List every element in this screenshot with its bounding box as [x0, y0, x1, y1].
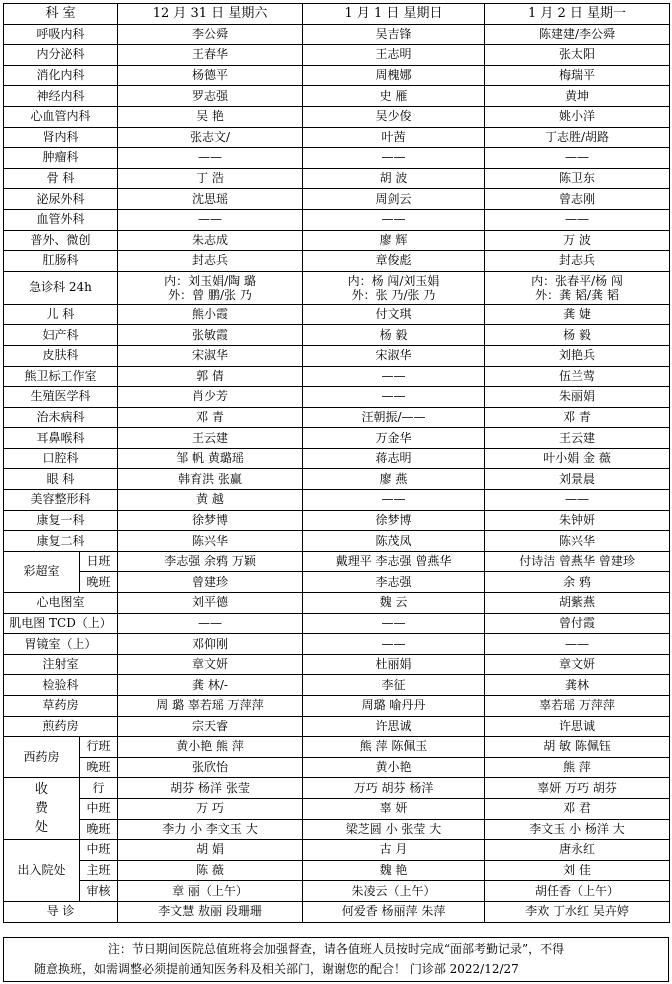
duty-day1: 朱志成 [118, 230, 303, 251]
duty-day1: —— [118, 148, 303, 169]
footer-note-line1: 注：节日期间医院总值班将会加强督查，请各值班人员按时完成“面部考勤记录”，不得 [107, 942, 565, 956]
duty-day3: 曾志刚 [485, 189, 670, 210]
dept-row [4, 387, 670, 408]
duty-day2: 徐梦博 [303, 510, 485, 531]
dept-row [4, 469, 670, 490]
ultrasound-dept: 彩超室 [4, 551, 80, 592]
duty-day1: —— [118, 613, 303, 634]
dept-row [4, 106, 670, 127]
admission-b-d2: 魏 艳 [303, 860, 485, 881]
duty-day2: 周剑云 [303, 189, 485, 210]
emergency-day3-internal: 内：张春平/杨 闯 [531, 273, 623, 288]
duty-day1: 黄 越 [118, 490, 303, 511]
duty-day3: 杨 毅 [485, 325, 670, 346]
duty-day1: 宗天睿 [118, 716, 303, 737]
guide-d3: 李欢 丁水红 吴卉婷 [485, 901, 670, 922]
emergency-day2-internal: 内：杨 闯/刘玉娟 [347, 273, 440, 288]
cashier-a-d2: 万巧 胡芬 杨洋 [303, 778, 485, 799]
dept-row [4, 510, 670, 531]
cashier-c-shift: 晚班 [80, 819, 118, 840]
duty-day2: 许思诚 [303, 716, 485, 737]
dept-name: 皮肤科 [4, 345, 118, 366]
admission-a-row [4, 840, 670, 861]
dept-name: 眼 科 [4, 469, 118, 490]
pharmacy-b-d2: 黄小艳 [303, 757, 485, 778]
dept-row [4, 168, 670, 189]
duty-day2: 陈茂凤 [303, 531, 485, 552]
duty-day1: 丁 浩 [118, 168, 303, 189]
duty-day2: 胡 波 [303, 168, 485, 189]
admission-b-shift: 主班 [80, 860, 118, 881]
dept-name: 生殖医学科 [4, 387, 118, 408]
duty-day1: 罗志强 [118, 86, 303, 107]
duty-day1: 张敏霞 [118, 325, 303, 346]
cashier-a-d1: 胡芬 杨洋 张莹 [118, 778, 303, 799]
cashier-dept [4, 778, 80, 840]
ultrasound-day-d3: 付诗洁 曾燕华 曾建珍 [485, 551, 670, 572]
dept-name: 消化内科 [4, 65, 118, 86]
dept-name: 草药房 [4, 696, 118, 717]
duty-day1: 郭 倩 [118, 366, 303, 387]
dept-name: 心血管内科 [4, 106, 118, 127]
duty-day1: 宋淑华 [118, 345, 303, 366]
duty-day1: 邓仰刚 [118, 634, 303, 655]
duty-day2: 史 雁 [303, 86, 485, 107]
dept-row [4, 230, 670, 251]
duty-day2: 周槐娜 [303, 65, 485, 86]
dept-name: 神经内科 [4, 86, 118, 107]
dept-name: 肿瘤科 [4, 148, 118, 169]
duty-day3: 曾付霞 [485, 613, 670, 634]
dept-row [4, 407, 670, 428]
duty-day3: —— [485, 490, 670, 511]
dept-row [4, 127, 670, 148]
ultrasound-night-shift: 晚班 [80, 572, 118, 593]
dept-row [4, 696, 670, 717]
dept-rows-group-c [4, 593, 670, 737]
emergency-row [4, 271, 670, 304]
cashier-a-shift: 行 [80, 778, 118, 799]
dept-name: 注射室 [4, 654, 118, 675]
dept-name: 胃镜室（上） [4, 634, 118, 655]
ultrasound-night-d3: 余 鸦 [485, 572, 670, 593]
emergency-dept: 急诊科 24h [4, 271, 118, 304]
emergency-day1-external: 外：曾 鹏/张 乃 [168, 287, 252, 302]
duty-day3: —— [485, 634, 670, 655]
duty-day3: 封志兵 [485, 251, 670, 272]
dept-name: 煎药房 [4, 716, 118, 737]
ultrasound-day-d1: 李志强 余鸦 万颖 [118, 551, 303, 572]
admission-c-d3: 胡任香（上午） [485, 881, 670, 902]
duty-day1: 邹 帆 黄璐瑶 [118, 448, 303, 469]
duty-day2: 周璐 喻丹丹 [303, 696, 485, 717]
duty-day1: 章文妍 [118, 654, 303, 675]
dept-name: 呼吸内科 [4, 24, 118, 45]
admission-b-d1: 陈 薇 [118, 860, 303, 881]
cashier-c-d3: 李文玉 小 杨洋 大 [485, 819, 670, 840]
duty-day2: 蒋志明 [303, 448, 485, 469]
duty-day3: 许思诚 [485, 716, 670, 737]
duty-day1: 张志文/ [118, 127, 303, 148]
cashier-a-row [4, 778, 670, 799]
pharmacy-b-shift: 晚班 [80, 757, 118, 778]
duty-day1: 邓 青 [118, 407, 303, 428]
dept-name: 肛肠科 [4, 251, 118, 272]
dept-name: 治未病科 [4, 407, 118, 428]
duty-day1: 吴 艳 [118, 106, 303, 127]
duty-day2: 叶茜 [303, 127, 485, 148]
dept-row [4, 189, 670, 210]
ultrasound-night-row [4, 572, 670, 593]
cashier-c-row [4, 819, 670, 840]
cashier-dept-label: 收费处 [34, 782, 48, 836]
emergency-day1 [118, 271, 303, 304]
dept-name: 肾内科 [4, 127, 118, 148]
header-day3: 1 月 2 日 星期一 [485, 4, 670, 25]
dept-name: 检验科 [4, 675, 118, 696]
pharmacy-dept: 西药房 [4, 737, 80, 778]
admission-b-row [4, 860, 670, 881]
duty-day3: 梅瑞平 [485, 65, 670, 86]
pharmacy-a-d1: 黄小艳 熊 萍 [118, 737, 303, 758]
admission-a-d1: 胡 娟 [118, 840, 303, 861]
duty-day2: 杨 毅 [303, 325, 485, 346]
duty-day1: 杨德平 [118, 65, 303, 86]
guide-row [4, 901, 670, 922]
duty-day2: —— [303, 387, 485, 408]
dept-name: 康复一科 [4, 510, 118, 531]
duty-roster-table [3, 3, 670, 923]
guide-d2: 何爱香 杨丽萍 朱萍 [303, 901, 485, 922]
dept-name: 泌尿外科 [4, 189, 118, 210]
admission-c-d1: 章 丽（上午） [118, 881, 303, 902]
admission-a-shift: 中班 [80, 840, 118, 861]
emergency-day2-external: 外：张 乃/张 乃 [351, 287, 436, 302]
dept-name: 康复二科 [4, 531, 118, 552]
duty-day1: 刘平德 [118, 593, 303, 614]
cashier-c-d2: 梁芝圆 小 张莹 大 [303, 819, 485, 840]
emergency-day3 [485, 271, 670, 304]
duty-day3: 陈卫东 [485, 168, 670, 189]
duty-day3: 刘艳兵 [485, 345, 670, 366]
dept-row [4, 716, 670, 737]
footer-note-line2: 随意换班，如需调整必须提前通知医务科及相关部门，谢谢您的配合！ 门诊部 2022/12/27 [34, 962, 519, 976]
dept-name: 妇产科 [4, 325, 118, 346]
duty-day1: 封志兵 [118, 251, 303, 272]
dept-name: 儿 科 [4, 304, 118, 325]
duty-day2: —— [303, 490, 485, 511]
duty-day3: 万 波 [485, 230, 670, 251]
duty-day2: 吴吉锋 [303, 24, 485, 45]
dept-row [4, 634, 670, 655]
cashier-b-d3: 邓 君 [485, 798, 670, 819]
duty-day2: 付文琪 [303, 304, 485, 325]
duty-day2: 汪朝振/—— [303, 407, 485, 428]
dept-name: 骨 科 [4, 168, 118, 189]
cashier-c-d1: 李力 小 李文玉 大 [118, 819, 303, 840]
duty-day3: 王云建 [485, 428, 670, 449]
pharmacy-a-d3: 胡 敏 陈佩钰 [485, 737, 670, 758]
pharmacy-b-d1: 张欣怡 [118, 757, 303, 778]
dept-row [4, 209, 670, 230]
header-row [4, 4, 670, 25]
duty-day1: 陈兴华 [118, 531, 303, 552]
duty-day3: 姚小洋 [485, 106, 670, 127]
duty-day3: 龚林 [485, 675, 670, 696]
dept-row [4, 24, 670, 45]
dept-rows-group-a [4, 24, 670, 271]
ultrasound-night-d1: 曾建珍 [118, 572, 303, 593]
duty-day2: —— [303, 613, 485, 634]
cashier-b-row [4, 798, 670, 819]
duty-day2: —— [303, 209, 485, 230]
dept-name: 熊卫标工作室 [4, 366, 118, 387]
duty-day2: 杜丽娟 [303, 654, 485, 675]
duty-day1: 肖少芳 [118, 387, 303, 408]
duty-day1: 李公舜 [118, 24, 303, 45]
duty-day3: 伍兰莺 [485, 366, 670, 387]
duty-day3: —— [485, 148, 670, 169]
duty-day2: 李征 [303, 675, 485, 696]
dept-row [4, 428, 670, 449]
duty-day3: 陈建建/李公舜 [485, 24, 670, 45]
ultrasound-day-shift: 日班 [80, 551, 118, 572]
header-day2: 1 月 1 日 星期日 [303, 4, 485, 25]
duty-day1: 龚 林/- [118, 675, 303, 696]
dept-row [4, 345, 670, 366]
dept-name: 心电图室 [4, 593, 118, 614]
pharmacy-a-row [4, 737, 670, 758]
duty-day2: —— [303, 366, 485, 387]
admission-a-d3: 唐永红 [485, 840, 670, 861]
duty-day3: 丁志胜/胡路 [485, 127, 670, 148]
duty-day1: 韩育洪 张赢 [118, 469, 303, 490]
dept-row [4, 148, 670, 169]
admission-c-row [4, 881, 670, 902]
duty-day2: 廖 辉 [303, 230, 485, 251]
header-day1: 12 月 31 日 星期六 [118, 4, 303, 25]
dept-row [4, 531, 670, 552]
dept-row [4, 654, 670, 675]
duty-day1: 熊小霞 [118, 304, 303, 325]
duty-day3: 朱钟妍 [485, 510, 670, 531]
duty-day2: 王志明 [303, 45, 485, 66]
admission-c-shift: 审核 [80, 881, 118, 902]
duty-day1: 徐梦博 [118, 510, 303, 531]
dept-row [4, 86, 670, 107]
emergency-day1-internal: 内：刘玉娟/陶 璐 [164, 273, 256, 288]
duty-day3: 胡紫燕 [485, 593, 670, 614]
duty-day1: —— [118, 209, 303, 230]
dept-row [4, 65, 670, 86]
duty-day2: 廖 燕 [303, 469, 485, 490]
dept-row [4, 304, 670, 325]
duty-day2: 章俊彪 [303, 251, 485, 272]
dept-name: 普外、微创 [4, 230, 118, 251]
duty-day1: 王春华 [118, 45, 303, 66]
dept-rows-group-b [4, 304, 670, 551]
cashier-b-d1: 万 巧 [118, 798, 303, 819]
duty-day2: —— [303, 634, 485, 655]
duty-day3: 邓 青 [485, 407, 670, 428]
admission-dept: 出入院处 [4, 840, 80, 902]
cashier-b-shift: 中班 [80, 798, 118, 819]
dept-name: 内分泌科 [4, 45, 118, 66]
guide-dept: 导 诊 [4, 901, 118, 922]
dept-row [4, 325, 670, 346]
dept-row [4, 675, 670, 696]
emergency-day2 [303, 271, 485, 304]
duty-day2: —— [303, 148, 485, 169]
pharmacy-b-row [4, 757, 670, 778]
cashier-b-d2: 辜 妍 [303, 798, 485, 819]
dept-row [4, 45, 670, 66]
ultrasound-day-row [4, 551, 670, 572]
duty-day2: 魏 云 [303, 593, 485, 614]
duty-day3: 黄坤 [485, 86, 670, 107]
duty-day3: 张太阳 [485, 45, 670, 66]
admission-b-d3: 刘 佳 [485, 860, 670, 881]
duty-day2: 万金华 [303, 428, 485, 449]
duty-day3: 章文妍 [485, 654, 670, 675]
dept-row [4, 448, 670, 469]
footer-note [3, 937, 669, 982]
duty-day3: 刘景晨 [485, 469, 670, 490]
admission-a-d2: 古 月 [303, 840, 485, 861]
dept-row [4, 490, 670, 511]
duty-day3: 叶小娟 金 薇 [485, 448, 670, 469]
emergency-day3-external: 外：龚 韬/龚 韬 [535, 287, 619, 302]
duty-day1: 沈思瑶 [118, 189, 303, 210]
duty-day1: 王云建 [118, 428, 303, 449]
pharmacy-a-d2: 熊 萍 陈佩玉 [303, 737, 485, 758]
dept-name: 血管外科 [4, 209, 118, 230]
duty-day2: 吴少俊 [303, 106, 485, 127]
duty-day2: 宋淑华 [303, 345, 485, 366]
duty-day1: 周 璐 辜若瑶 万萍萍 [118, 696, 303, 717]
header-dept: 科 室 [4, 4, 118, 25]
admission-c-d2: 朱凌云（上午） [303, 881, 485, 902]
cashier-a-d3: 辜妍 万巧 胡芬 [485, 778, 670, 799]
duty-day3: 朱丽娟 [485, 387, 670, 408]
duty-roster-sheet [3, 3, 669, 923]
ultrasound-day-d2: 戴理平 李志强 曾燕华 [303, 551, 485, 572]
dept-name: 肌电图 TCD（上） [4, 613, 118, 634]
duty-day3: 辜若瑶 万萍萍 [485, 696, 670, 717]
dept-row [4, 613, 670, 634]
duty-day3: 陈兴华 [485, 531, 670, 552]
guide-d1: 李文慧 敖丽 段珊珊 [118, 901, 303, 922]
dept-name: 口腔科 [4, 448, 118, 469]
pharmacy-b-d3: 熊 萍 [485, 757, 670, 778]
dept-name: 耳鼻喉科 [4, 428, 118, 449]
duty-day3: 龚 婕 [485, 304, 670, 325]
dept-row [4, 593, 670, 614]
pharmacy-a-shift: 行班 [80, 737, 118, 758]
dept-name: 美容整形科 [4, 490, 118, 511]
dept-row [4, 366, 670, 387]
duty-day3: —— [485, 209, 670, 230]
dept-row [4, 251, 670, 272]
ultrasound-night-d2: 李志强 [303, 572, 485, 593]
